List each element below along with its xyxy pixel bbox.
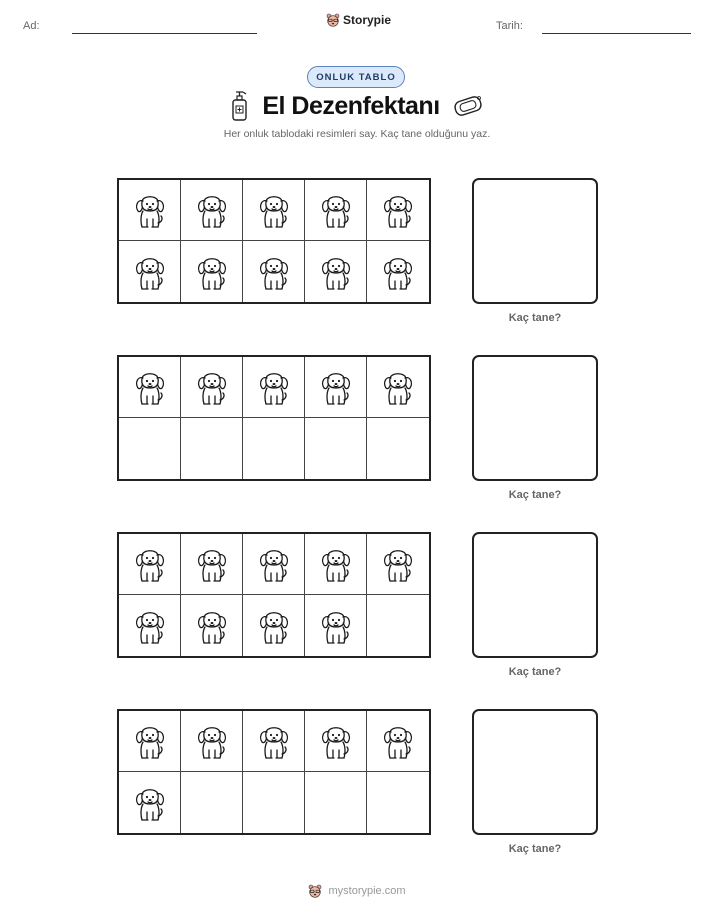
ten-frame-cell <box>181 711 243 772</box>
answer-box[interactable] <box>472 355 598 481</box>
puppy-icon <box>194 605 230 647</box>
ten-frame-cell <box>119 418 181 479</box>
title-row <box>0 90 714 122</box>
puppy-icon <box>132 251 168 293</box>
ten-frame-cell <box>181 357 243 418</box>
ten-frame-cell <box>243 357 305 418</box>
date-label: Tarih: <box>496 20 523 32</box>
puppy-icon <box>380 189 416 231</box>
puppy-icon <box>380 366 416 408</box>
ten-frame-cell <box>243 180 305 241</box>
puppy-icon <box>132 543 168 585</box>
ten-frame-cell <box>367 534 429 595</box>
ten-frame <box>117 178 431 304</box>
puppy-icon <box>194 189 230 231</box>
puppy-icon <box>256 720 292 762</box>
footer-url[interactable]: mystorypie.com <box>328 885 406 897</box>
ten-frame-cell <box>119 772 181 833</box>
bear-mascot-icon <box>308 884 322 898</box>
ten-frame <box>117 709 431 835</box>
ten-frame-cell <box>181 772 243 833</box>
ten-frame-cell <box>243 418 305 479</box>
ten-frame-cell <box>119 595 181 656</box>
puppy-icon <box>256 189 292 231</box>
puppy-icon <box>132 720 168 762</box>
ten-frame-cell <box>305 241 367 302</box>
ten-frame-cell <box>119 711 181 772</box>
ten-frame-cell <box>367 180 429 241</box>
puppy-icon <box>194 366 230 408</box>
ten-frame-cell <box>305 357 367 418</box>
ten-frame-cell <box>243 241 305 302</box>
ten-frame-cell <box>181 595 243 656</box>
ten-frame-cell <box>181 418 243 479</box>
puppy-icon <box>132 605 168 647</box>
ten-frame-cell <box>305 180 367 241</box>
answer-label: Kaç tane? <box>508 489 562 501</box>
ten-frame-cell <box>367 772 429 833</box>
puppy-icon <box>194 543 230 585</box>
name-label: Ad: <box>23 20 40 32</box>
answer-box[interactable] <box>472 178 598 304</box>
ten-frame-cell <box>119 534 181 595</box>
puppy-icon <box>194 720 230 762</box>
puppy-icon <box>318 720 354 762</box>
puppy-icon <box>318 189 354 231</box>
ten-frame-cell <box>305 418 367 479</box>
ten-frame-cell <box>243 711 305 772</box>
category-badge: ONLUK TABLO <box>307 66 405 88</box>
ten-frame-cell <box>181 180 243 241</box>
ten-frame-cell <box>367 711 429 772</box>
puppy-icon <box>318 366 354 408</box>
puppy-icon <box>256 605 292 647</box>
ten-frame <box>117 532 431 658</box>
date-line[interactable] <box>542 33 691 34</box>
puppy-icon <box>380 720 416 762</box>
instructions: Her onluk tablodaki resimleri say. Kaç tane olduğunu yaz. <box>223 128 491 140</box>
name-line[interactable] <box>72 33 257 34</box>
puppy-icon <box>256 543 292 585</box>
ten-frame-cell <box>243 534 305 595</box>
ten-frame-cell <box>119 241 181 302</box>
ten-frame-cell <box>367 241 429 302</box>
puppy-icon <box>132 189 168 231</box>
puppy-icon <box>318 251 354 293</box>
ten-frame-cell <box>305 772 367 833</box>
ten-frame-cell <box>305 711 367 772</box>
soap-bar-icon <box>452 95 484 117</box>
ten-frame-cell <box>243 595 305 656</box>
puppy-icon <box>318 543 354 585</box>
ten-frame-cell <box>181 534 243 595</box>
ten-frame <box>117 355 431 481</box>
brand-logo <box>326 13 391 27</box>
ten-frame-cell <box>305 595 367 656</box>
ten-frame-cell <box>243 772 305 833</box>
answer-label: Kaç tane? <box>508 666 562 678</box>
puppy-icon <box>318 605 354 647</box>
ten-frame-cell <box>181 241 243 302</box>
bear-mascot-icon <box>326 13 340 27</box>
puppy-icon <box>380 251 416 293</box>
ten-frame-cell <box>367 357 429 418</box>
brand-name: Storypie <box>343 13 392 27</box>
answer-box[interactable] <box>472 532 598 658</box>
puppy-icon <box>256 366 292 408</box>
answer-label: Kaç tane? <box>508 312 562 324</box>
answer-box[interactable] <box>472 709 598 835</box>
ten-frame-cell <box>367 595 429 656</box>
ten-frame-cell <box>119 357 181 418</box>
hand-sanitizer-icon <box>230 90 250 122</box>
puppy-icon <box>132 366 168 408</box>
puppy-icon <box>132 782 168 824</box>
ten-frame-cell <box>367 418 429 479</box>
page-title: El Dezenfektanı <box>262 91 440 120</box>
puppy-icon <box>256 251 292 293</box>
answer-label: Kaç tane? <box>508 843 562 855</box>
ten-frame-cell <box>305 534 367 595</box>
puppy-icon <box>194 251 230 293</box>
footer <box>0 884 714 898</box>
ten-frame-cell <box>119 180 181 241</box>
puppy-icon <box>380 543 416 585</box>
